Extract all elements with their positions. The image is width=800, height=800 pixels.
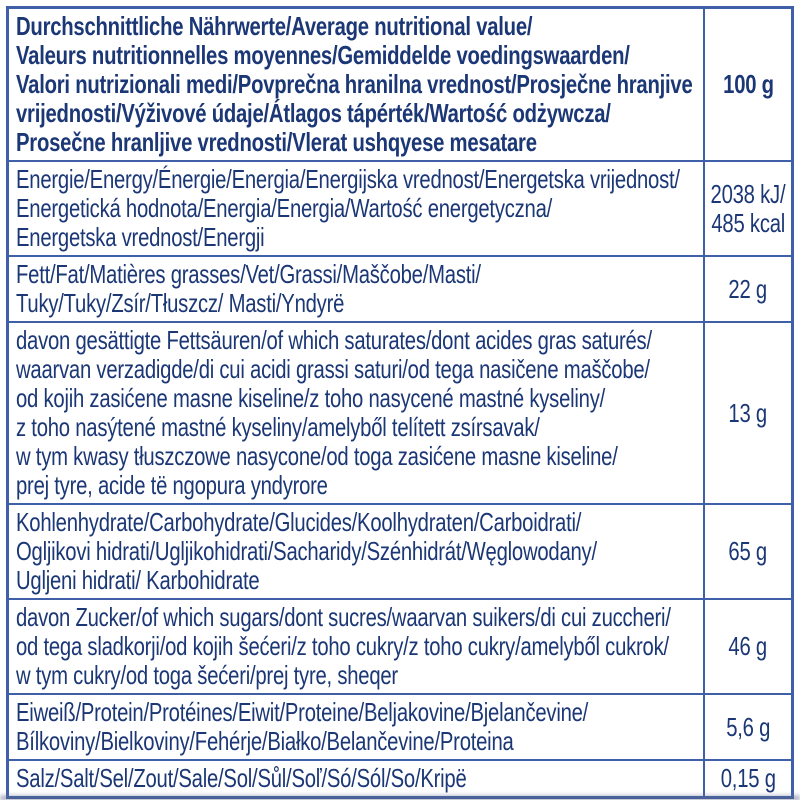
value-line: 100 g: [722, 69, 774, 99]
label-line: Energie/Energy/Énergie/Energia/Energijska vrednost/Energetska vrijednost/: [16, 164, 680, 194]
label-line: Energetická hodnota/Energia/Energia/Wartość energetyczna/: [16, 193, 553, 223]
table-row-energy: [9, 160, 791, 255]
nutrient-label-cell: [9, 9, 703, 160]
value-line: 22 g: [728, 273, 768, 304]
table-row-salt: [9, 759, 791, 796]
value-line: 13 g: [728, 397, 768, 428]
nutrient-value-cell: [703, 761, 791, 796]
table-row-saturates: [9, 321, 791, 503]
table-row-carbohydrate: [9, 503, 791, 598]
label-line: Salz/Salt/Sel/Zout/Sale/Sol/Sůl/Soľ/Só/Sól/So/Kripë: [16, 763, 467, 793]
nutrient-value-cell: [703, 323, 791, 503]
label-line: w tym cukry/od toga šećeri/prej tyre, sheqer: [16, 660, 398, 690]
label-line: waarvan verzadigde/di cui acidi grassi saturi/od tega nasičene maščobe/: [16, 354, 650, 384]
value-line: 0,15 g: [720, 763, 776, 793]
label-line: od kojih zasićene masne kiseline/z toho nasycené mastné kyseliny/: [16, 383, 606, 413]
label-line: Ugljeni hidrati/ Karbohidrate: [16, 565, 260, 595]
label-line: davon gesättigte Fettsäuren/of which saturates/dont acides gras saturés/: [16, 325, 652, 355]
nutrient-value-cell: [703, 9, 791, 160]
label-line: Bílkoviny/Bielkoviny/Fehérje/Białko/Belančevine/Proteina: [16, 726, 514, 756]
nutrient-label-cell: [9, 505, 703, 598]
nutrient-value-cell: [703, 257, 791, 321]
nutrient-label-cell: [9, 162, 703, 255]
bottom-cutoff-strip: [0, 793, 800, 800]
label-line: z toho nasýtené mastné kyseliny/amelyből telített zsírsavak/: [16, 412, 540, 442]
label-line: Durchschnittliche Nährwerte/Average nutritional value/: [16, 11, 533, 41]
label-line: Valori nutrizionali medi/Povprečna hranilna vrednost/Prosječne hranjive: [16, 69, 693, 99]
label-line: davon Zucker/of which sugars/dont sucres/waarvan suikers/di cui zuccheri/: [16, 602, 671, 632]
table-row-sugars: [9, 598, 791, 693]
nutrient-value-cell: [703, 600, 791, 693]
nutrient-label-cell: [9, 695, 703, 759]
nutrient-label-cell: [9, 257, 703, 321]
value-line: 485 kcal: [711, 207, 785, 238]
label-line: Prosečne hranljive vrednosti/Vlerat ushqyese mesatare: [16, 127, 537, 157]
label-line: vrijednosti/Výživové údaje/Átlagos tápérték/Wartość odżywcza/: [16, 98, 611, 128]
label-line: Valeurs nutritionnelles moyennes/Gemiddelde voedingswaarden/: [16, 40, 630, 70]
nutrient-label-cell: [9, 761, 703, 796]
label-line: od tega sladkorji/od kojih šećeri/z toho cukry/z toho cukry/amelyből cukrok/: [16, 631, 669, 661]
value-line: 65 g: [728, 536, 768, 566]
nutrient-value-cell: [703, 162, 791, 255]
label-line: Fett/Fat/Matières grasses/Vet/Grassi/Maščobe/Masti/: [16, 259, 481, 289]
nutrient-label-cell: [9, 600, 703, 693]
table-row-fat: [9, 255, 791, 321]
nutrient-value-cell: [703, 505, 791, 598]
label-line: Tuky/Tuky/Zsír/Tłuszcz/ Masti/Yndyrë: [16, 288, 345, 318]
nutrition-table: [6, 6, 794, 799]
value-line: 5,6 g: [726, 711, 770, 742]
nutrient-value-cell: [703, 695, 791, 759]
label-line: Kohlenhydrate/Carbohydrate/Glucides/Koolhydraten/Carboidrati/: [16, 507, 582, 537]
label-line: prej tyre, acide të ngopura yndyrore: [16, 470, 328, 500]
label-line: Energetska vrednost/Energji: [16, 222, 265, 252]
label-line: Ogljikovi hidrati/Ugljikohidrati/Sacharidy/Szénhidrát/Węglowodany/: [16, 536, 597, 566]
table-row-header: [9, 9, 791, 160]
nutrient-label-cell: [9, 323, 703, 503]
value-line: 46 g: [728, 631, 768, 661]
table-row-protein: [9, 693, 791, 759]
value-line: 2038 kJ/: [710, 178, 786, 209]
label-line: w tym kwasy tłuszczowe nasycone/od toga zasićene masne kiseline/: [16, 441, 618, 471]
label-line: Eiweiß/Protein/Protéines/Eiwit/Proteine/Beljakovine/Bjelančevine/: [16, 697, 589, 727]
